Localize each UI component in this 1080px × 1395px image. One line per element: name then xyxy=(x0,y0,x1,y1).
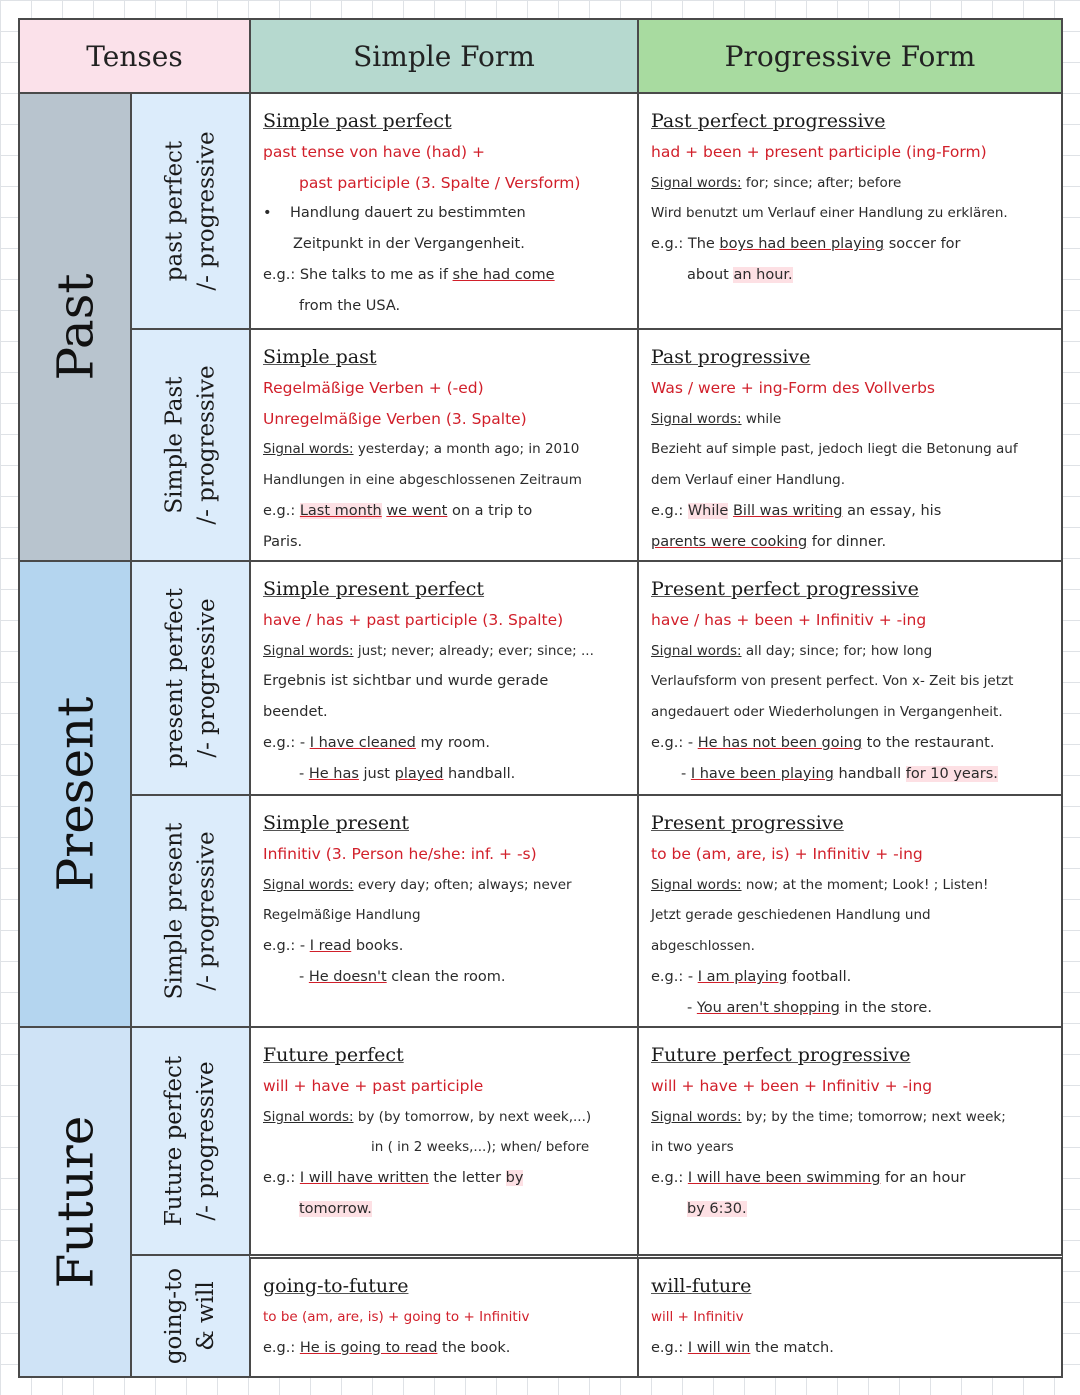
example-text: in the store. xyxy=(839,999,932,1016)
cell-present-progressive xyxy=(637,794,1063,1028)
example-highlight: by 6:30. xyxy=(687,1200,747,1217)
bullet: • xyxy=(263,205,272,222)
signal-label: Signal words: xyxy=(263,441,354,458)
cell-note: beendet. xyxy=(263,704,328,721)
sub-label: /- progressive xyxy=(193,1061,220,1221)
sub-label: Simple present xyxy=(161,822,188,1000)
cell-title: Simple past xyxy=(263,346,377,368)
cell-title: going-to-future xyxy=(263,1275,409,1297)
signal-label: Signal words: xyxy=(651,174,742,191)
cell-rule: past tense von have (had) + xyxy=(263,142,485,161)
cell-title: Future perfect progressive xyxy=(651,1044,911,1066)
cell-note: Handlungen in eine abgeschlossenen Zeitraum xyxy=(263,472,582,489)
group-past xyxy=(18,92,132,562)
example-text: to the restaurant. xyxy=(862,734,995,751)
example-highlight: He doesn't xyxy=(308,968,387,985)
group-future-label: Future xyxy=(46,1115,104,1289)
example-text: e.g.: - xyxy=(651,734,698,751)
sub-label: /- progressive xyxy=(193,598,220,758)
example-text: the letter xyxy=(428,1170,506,1187)
example-highlight: an hour. xyxy=(733,266,793,283)
cell-note: Jetzt gerade geschiedenen Handlung und xyxy=(651,907,931,924)
signal-words: just; never; already; ever; since; ... xyxy=(353,642,594,659)
example-text: - xyxy=(681,765,691,782)
sub-going-to-will xyxy=(130,1254,251,1378)
sub-label: going-to xyxy=(161,1267,188,1365)
cell-rule: to be (am, are, is) + going to + Infinitiv xyxy=(263,1308,530,1325)
cell-note: Wird benutzt um Verlauf einer Handlung zu erklären. xyxy=(651,205,1008,222)
example-text: e.g.: xyxy=(651,502,688,519)
example-text: just xyxy=(358,765,395,782)
cell-rule: to be (am, are, is) + Infinitiv + -ing xyxy=(651,844,923,863)
signal-label: Signal words: xyxy=(651,1108,742,1125)
cell-rule: Infinitiv (3. Person he/she: inf. + -s) xyxy=(263,844,537,863)
cell-title: Simple past perfect xyxy=(263,110,452,132)
example-text: an essay, his xyxy=(842,502,942,519)
example-highlight: Bill was writing xyxy=(732,502,843,519)
example-highlight: we went xyxy=(386,502,448,519)
cell-future-perfect-progressive xyxy=(637,1026,1063,1256)
sub-label: /- progressive xyxy=(193,831,220,991)
signal-words: in two years xyxy=(651,1139,734,1156)
cell-note: angedauert oder Wiederholungen in Vergangenheit. xyxy=(651,704,1003,721)
example-highlight: He has not been going xyxy=(697,734,863,751)
sub-label: past perfect xyxy=(161,140,188,282)
example-highlight: she had come xyxy=(452,266,555,283)
group-future xyxy=(18,1026,132,1378)
cell-rule: had + been + present participle (ing-Form) xyxy=(651,142,987,161)
example-text: e.g.: - xyxy=(651,968,698,985)
cell-rule: will + Infinitiv xyxy=(651,1308,744,1325)
cell-title: Future perfect xyxy=(263,1044,404,1066)
cell-past-perfect-progressive xyxy=(637,92,1063,330)
example-text: e.g.: xyxy=(651,1170,688,1187)
example-text: about xyxy=(687,266,734,283)
example-text: on a trip to xyxy=(447,502,533,519)
cell-rule: will + have + been + Infinitiv + -ing xyxy=(651,1076,933,1095)
header-progressive-form: Progressive Form xyxy=(637,18,1063,94)
sub-simple-past xyxy=(130,328,251,562)
cell-simple-past xyxy=(249,328,639,562)
example-text: - xyxy=(299,968,309,985)
signal-label: Signal words: xyxy=(651,876,742,893)
example-text: e.g.: xyxy=(263,1339,300,1356)
example-text: football. xyxy=(787,968,852,985)
cell-title: Simple present xyxy=(263,812,409,834)
header-simple-form: Simple Form xyxy=(249,18,639,94)
example-highlight: by xyxy=(505,1170,524,1187)
example-text: books. xyxy=(351,938,404,955)
cell-title: Present perfect progressive xyxy=(651,578,919,600)
example-highlight: parents were cooking xyxy=(651,533,808,550)
example-text: soccer for xyxy=(884,236,961,253)
cell-note: Zeitpunkt in der Vergangenheit. xyxy=(293,236,525,253)
signal-words: all day; since; for; how long xyxy=(741,642,933,659)
example-text: Paris. xyxy=(263,533,303,550)
cell-rule: past participle (3. Spalte / Versform) xyxy=(299,173,581,192)
example-text: e.g.: xyxy=(263,1170,300,1187)
cell-note: Verlaufsform von present perfect. Von x- Zeit bis jetzt xyxy=(651,673,1014,690)
example-highlight: I am playing xyxy=(697,968,788,985)
example-highlight: I read xyxy=(309,938,352,955)
sub-label: Simple Past xyxy=(161,376,188,514)
sub-future-perfect xyxy=(130,1026,251,1256)
signal-words: while xyxy=(741,410,782,427)
signal-label: Signal words: xyxy=(263,1108,354,1125)
cell-past-progressive xyxy=(637,328,1063,562)
cell-rule: will + have + past participle xyxy=(263,1076,484,1095)
example-highlight: for 10 years. xyxy=(905,765,998,782)
cell-title: Past progressive xyxy=(651,346,811,368)
example-text: the book. xyxy=(437,1339,511,1356)
example-text: the match. xyxy=(750,1339,834,1356)
signal-label: Signal words: xyxy=(263,876,354,893)
example-highlight: I will have written xyxy=(299,1170,429,1187)
sub-simple-present xyxy=(130,794,251,1028)
example-highlight: tomorrow. xyxy=(299,1200,372,1217)
cell-note: Handlung dauert zu bestimmten xyxy=(290,205,526,222)
cell-title: Present progressive xyxy=(651,812,844,834)
sub-present-perfect xyxy=(130,560,251,796)
example-text: e.g.: She talks to me as if xyxy=(263,266,453,283)
example-text: my room. xyxy=(415,734,490,751)
cell-rule: have / has + been + Infinitiv + -ing xyxy=(651,610,927,629)
cell-title: Simple present perfect xyxy=(263,578,485,600)
example-text: e.g.: - xyxy=(263,938,310,955)
example-text: clean the room. xyxy=(386,968,506,985)
cell-note: Ergebnis ist sichtbar und wurde gerade xyxy=(263,673,549,690)
cell-rule: Unregelmäßige Verben (3. Spalte) xyxy=(263,409,527,428)
cell-going-to-future xyxy=(249,1254,639,1378)
example-highlight: boys had been playing xyxy=(719,236,885,253)
example-highlight: played xyxy=(394,765,444,782)
cell-present-perfect-progressive xyxy=(637,560,1063,796)
header-tenses: Tenses xyxy=(18,18,251,94)
cell-future-perfect xyxy=(249,1026,639,1256)
cell-note: abgeschlossen. xyxy=(651,938,755,955)
example-highlight: I have cleaned xyxy=(309,734,416,751)
signal-words: every day; often; always; never xyxy=(353,876,572,893)
group-past-label: Past xyxy=(46,273,104,381)
example-text: handball xyxy=(833,765,906,782)
example-highlight: He has xyxy=(308,765,359,782)
example-highlight: While xyxy=(687,502,729,519)
signal-label: Signal words: xyxy=(263,642,354,659)
cell-will-future xyxy=(637,1254,1063,1378)
sub-label: /- progressive xyxy=(193,365,220,525)
example-text: e.g.: The xyxy=(651,236,720,253)
signal-words: yesterday; a month ago; in 2010 xyxy=(353,441,580,458)
example-highlight: I will win xyxy=(687,1339,751,1356)
signal-words: by; by the time; tomorrow; next week; xyxy=(741,1108,1006,1125)
example-highlight: You aren't shopping xyxy=(696,999,840,1016)
sub-label: /- progressive xyxy=(193,131,220,291)
example-text: - xyxy=(687,999,697,1016)
example-text: for an hour xyxy=(880,1170,966,1187)
group-present xyxy=(18,560,132,1028)
example-text: from the USA. xyxy=(299,297,401,314)
signal-words: now; at the moment; Look! ; Listen! xyxy=(741,876,989,893)
example-text: handball. xyxy=(443,765,516,782)
cell-title: will-future xyxy=(651,1275,752,1297)
sub-label: present perfect xyxy=(161,588,188,768)
cell-note: Regelmäßige Handlung xyxy=(263,907,421,924)
cell-title: Past perfect progressive xyxy=(651,110,886,132)
signal-words: by (by tomorrow, by next week,...) xyxy=(353,1108,592,1125)
sub-label: & will xyxy=(193,1281,220,1351)
cell-rule: have / has + past participle (3. Spalte) xyxy=(263,610,564,629)
example-text: e.g.: xyxy=(651,1339,688,1356)
signal-label: Signal words: xyxy=(651,642,742,659)
example-highlight: Last month xyxy=(299,502,382,519)
cell-simple-present xyxy=(249,794,639,1028)
cell-rule: Was / were + ing-Form des Vollverbs xyxy=(651,378,936,397)
example-text: for dinner. xyxy=(807,533,887,550)
example-highlight: I will have been swimming xyxy=(687,1170,881,1187)
example-text: - xyxy=(299,765,309,782)
signal-label: Signal words: xyxy=(651,410,742,427)
signal-words: in ( in 2 weeks,...); when/ before xyxy=(371,1139,590,1156)
signal-words: for; since; after; before xyxy=(741,174,902,191)
cell-note: dem Verlauf einer Handlung. xyxy=(651,472,846,489)
group-present-label: Present xyxy=(46,696,104,892)
example-highlight: He is going to read xyxy=(299,1339,438,1356)
cell-simple-present-perfect xyxy=(249,560,639,796)
sub-past-perfect xyxy=(130,92,251,330)
sub-label: Future perfect xyxy=(161,1055,188,1227)
example-text: e.g.: xyxy=(263,502,300,519)
cell-note: Bezieht auf simple past, jedoch liegt die Betonung auf xyxy=(651,441,1018,458)
cell-rule: Regelmäßige Verben + (-ed) xyxy=(263,378,484,397)
cell-simple-past-perfect xyxy=(249,92,639,330)
example-highlight: I have been playing xyxy=(690,765,834,782)
example-text: e.g.: - xyxy=(263,734,310,751)
